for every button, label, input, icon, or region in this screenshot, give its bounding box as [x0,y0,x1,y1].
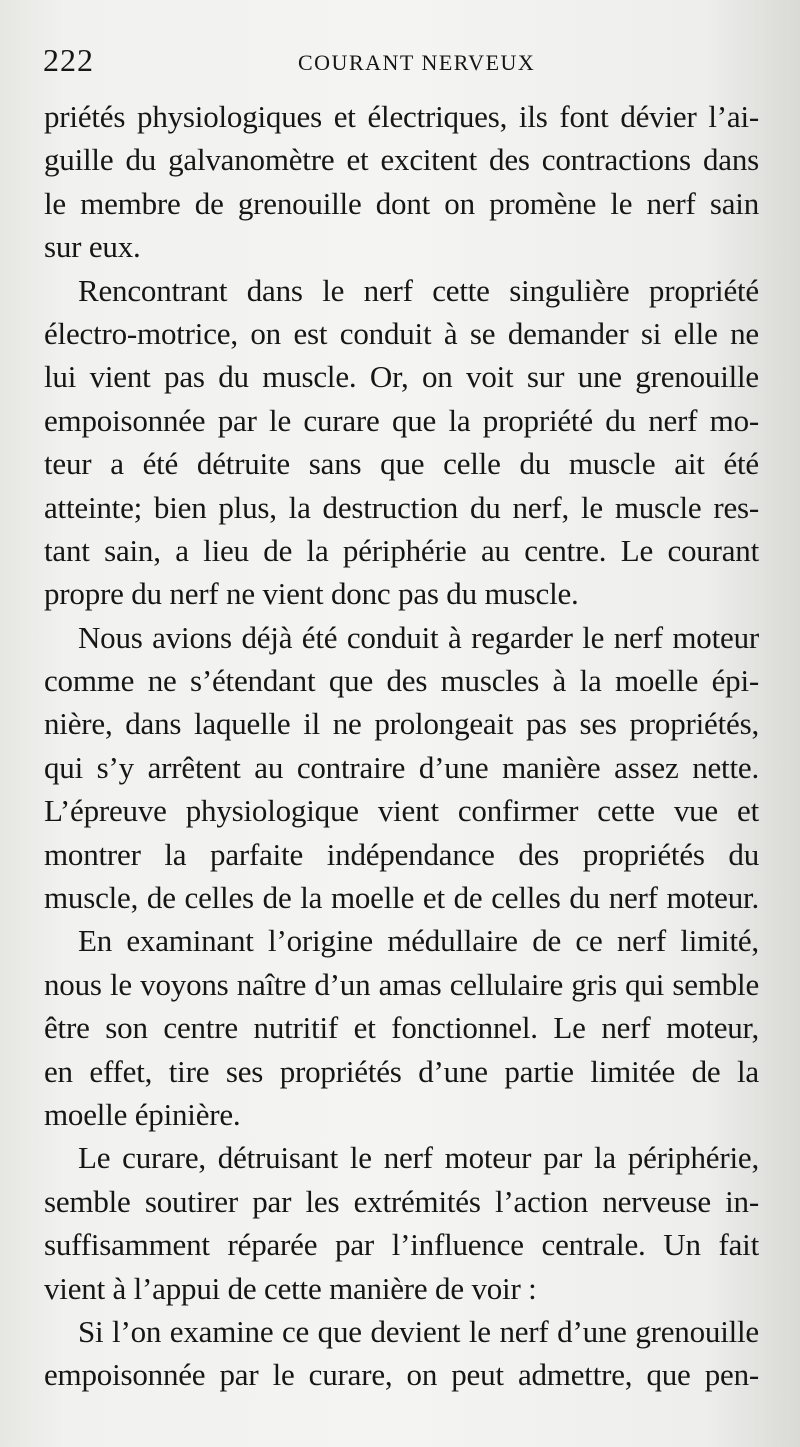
text-line: L’épreuve physiologique vient confirmer cette vue et [44,793,759,829]
text-line: électro-motrice, on est conduit à se demander si elle ne [44,315,759,351]
text-line: en effet, tire ses propriétés d’une partie limitée de la [44,1053,759,1089]
text-line: nière, dans laquelle il ne prolongeait pas ses propriétés, [44,706,759,742]
text-line: muscle, de celles de la moelle et de celles du nerf moteur. [44,880,759,916]
text-line: sur eux. [44,229,141,265]
text-line: Nous avions déjà été conduit à regarder le nerf moteur [78,619,759,655]
text-line: vient à l’appui de cette manière de voir : [44,1270,537,1306]
text-line: empoisonnée par le curare que la propriété du nerf mo- [44,402,759,438]
text-line: En examinant l’origine médullaire de ce nerf limité, [78,923,759,959]
page-number: 222 [43,42,94,78]
body-text [44,95,759,1397]
running-head: COURANT NERVEUX [298,50,536,75]
text-line: propre du nerf ne vient donc pas du muscle. [44,576,579,612]
text-line: moelle épinière. [44,1096,241,1132]
text-line: montrer la parfaite indépendance des propriétés du [44,836,759,872]
text-line: tant sain, a lieu de la périphérie au centre. Le courant [44,532,759,568]
text-line: empoisonnée par le curare, on peut admettre, que pen- [44,1357,759,1393]
text-line: qui s’y arrêtent au contraire d’une manière assez nette. [44,749,759,785]
text-line: Rencontrant dans le nerf cette singulière propriété [78,272,759,308]
text-line: Si l’on examine ce que devient le nerf d’une grenouille [78,1313,759,1349]
text-line: suffisamment réparée par l’influence centrale. Un fait [44,1227,759,1263]
text-line: guille du galvanomètre et excitent des contractions dans [44,142,759,178]
text-line: semble soutirer par les extrémités l’action nerveuse in- [44,1183,759,1219]
text-line: teur a été détruite sans que celle du muscle ait été [44,446,759,482]
text-line: lui vient pas du muscle. Or, on voit sur une grenouille [44,359,759,395]
text-line: comme ne s’étendant que des muscles à la moelle épi- [44,663,759,699]
text-line: atteinte; bien plus, la destruction du nerf, le muscle res- [44,489,759,525]
text-line: nous le voyons naître d’un amas cellulaire gris qui semble [44,966,759,1002]
text-line: Le curare, détruisant le nerf moteur par la périphérie, [78,1140,759,1176]
page-header [0,40,800,84]
text-line: être son centre nutritif et fonctionnel. Le nerf moteur, [44,1010,759,1046]
text-line: priétés physiologiques et électriques, ils font dévier l’ai- [44,99,759,134]
text-line: le membre de grenouille dont on promène le nerf sain [44,185,759,221]
